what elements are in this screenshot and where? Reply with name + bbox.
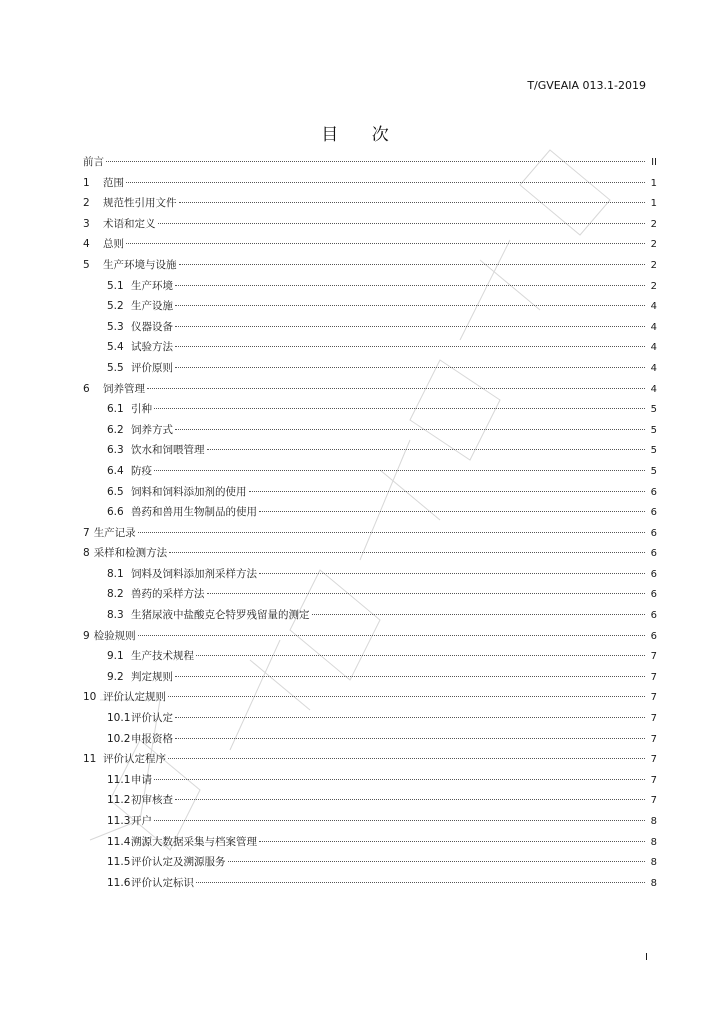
toc-entry-page: 5 (650, 404, 657, 416)
toc-entry-page: 7 (650, 692, 657, 704)
toc-entry-number: 8.1 (107, 567, 124, 580)
toc-entry-page: 8 (650, 816, 657, 827)
toc-title: 目 次 (321, 125, 403, 145)
toc-entry-page: 8 (650, 836, 657, 848)
dot-leader (154, 470, 645, 471)
toc-entry[interactable] (83, 626, 657, 647)
dot-leader (175, 799, 645, 800)
toc-entry[interactable] (83, 276, 657, 297)
toc-entry-page: 5 (650, 424, 657, 436)
toc-entry-title: 评价认定 (131, 712, 173, 725)
toc-entry-number: 11.6 (107, 876, 131, 889)
toc-entry-title: 溯源大数据采集与档案管理 (131, 835, 257, 848)
dot-leader (196, 655, 645, 656)
dot-leader (175, 429, 645, 430)
dot-leader (179, 264, 646, 265)
toc-entry[interactable] (83, 440, 657, 461)
dot-leader (207, 593, 646, 594)
toc-entry-page: 2 (650, 259, 657, 271)
toc-entry[interactable] (83, 832, 657, 853)
toc-entry-page: 8 (650, 857, 657, 869)
toc-entry[interactable] (83, 502, 657, 523)
toc-entry-title: 兽药和兽用生物制品的使用 (131, 506, 257, 519)
toc-entry-number: 5.4 (107, 341, 124, 354)
toc-entry-title: 前言 (83, 156, 104, 168)
toc-entry[interactable] (83, 379, 657, 400)
toc-entry-title: 术语和定义 (103, 217, 156, 230)
toc-entry[interactable] (83, 605, 657, 626)
dot-leader (147, 388, 645, 389)
toc-entry-title: 申报资格 (131, 732, 173, 745)
toc-entry-title: 初审核查 (131, 794, 173, 807)
toc-entry-page: 6 (650, 630, 657, 642)
toc-entry-title: 饲养方式 (131, 423, 173, 436)
toc-entry-number: 7 (83, 526, 90, 539)
toc-entry-page: 7 (650, 754, 657, 766)
toc-entry-title: 仪器设备 (131, 320, 173, 333)
toc-entry-title: 饲养管理 (103, 382, 145, 395)
toc-entry-title: 检验规则 (93, 629, 136, 642)
toc-entry[interactable] (83, 482, 657, 503)
toc-entry[interactable] (83, 193, 657, 214)
toc-entry-page: 7 (650, 713, 657, 725)
toc-entry-page: 6 (650, 548, 657, 560)
dot-leader (196, 882, 645, 883)
toc-entry-page: 7 (650, 651, 657, 663)
toc-entry-number: 11.3 (107, 815, 131, 827)
toc-entry[interactable] (83, 646, 657, 667)
dot-leader (126, 182, 645, 183)
dot-leader (175, 305, 645, 306)
dot-leader (179, 202, 646, 203)
toc-entry-page: 6 (650, 589, 657, 601)
toc-entry-page: 6 (650, 568, 657, 580)
toc-entry-page: II (651, 157, 657, 168)
toc-entry-title: 试验方法 (131, 341, 173, 354)
document-number: T/GVEAIA 013.1-2019 (527, 79, 646, 92)
toc-entry-page: 8 (650, 877, 657, 889)
toc-entry-title: 总则 (103, 238, 124, 251)
dot-leader (207, 449, 646, 450)
toc-entry-title: 饲料及饲料添加剂采样方法 (131, 567, 257, 580)
toc-entry-number: 11.5 (107, 856, 131, 869)
toc-entry-title: 生产记录 (93, 526, 136, 539)
toc-entry-number: 11 (83, 753, 97, 766)
dot-leader (175, 326, 645, 327)
toc-entry[interactable] (83, 852, 657, 873)
toc-entry-page: 4 (650, 301, 657, 313)
toc-entry[interactable] (83, 152, 657, 173)
toc-entry-title: 评价认定规则 (103, 691, 166, 704)
toc-entry-page: 1 (650, 198, 657, 210)
dot-leader (175, 285, 645, 286)
toc-entry[interactable] (83, 729, 657, 750)
dot-leader (158, 223, 646, 224)
toc-entry-number: 1 (83, 176, 90, 189)
toc-entry[interactable] (83, 461, 657, 482)
table-of-contents (83, 152, 657, 893)
toc-entry-number: 3 (83, 217, 90, 230)
toc-entry-number: 8.2 (107, 588, 124, 601)
dot-leader (154, 408, 645, 409)
toc-entry-number: 5.3 (107, 320, 124, 333)
toc-entry[interactable] (83, 811, 657, 832)
toc-entry[interactable] (83, 317, 657, 338)
toc-entry-number: 10.1 (107, 712, 131, 725)
toc-entry-number: 6.5 (107, 485, 124, 498)
dot-leader (175, 717, 645, 718)
dot-leader (228, 861, 646, 862)
toc-entry-title: 采样和检测方法 (93, 547, 168, 560)
toc-entry-page: 5 (650, 465, 657, 477)
toc-entry-title: 饲料和饲料添加剂的使用 (131, 485, 247, 498)
toc-entry-title: 生产环境 (131, 279, 173, 292)
toc-entry-title: 范围 (103, 176, 124, 189)
toc-entry-number: 9 (83, 629, 90, 642)
toc-entry[interactable] (83, 749, 657, 770)
toc-entry-number: 2 (83, 197, 90, 210)
toc-entry[interactable] (83, 296, 657, 317)
dot-leader (259, 841, 645, 842)
toc-entry-number: 6.1 (107, 403, 124, 416)
toc-entry-title: 兽药的采样方法 (131, 588, 205, 601)
toc-entry[interactable] (83, 420, 657, 441)
toc-entry-page: 6 (650, 610, 657, 622)
toc-entry-title: 生产技术规程 (131, 650, 194, 663)
toc-entry[interactable] (83, 358, 657, 379)
toc-entry[interactable] (83, 667, 657, 688)
toc-entry-title: 评价认定程序 (103, 753, 166, 766)
dot-leader (259, 573, 645, 574)
toc-entry[interactable] (83, 873, 657, 894)
toc-entry-title: 评价认定标识 (131, 876, 194, 889)
toc-entry-number: 6.3 (107, 444, 124, 457)
toc-entry-number: 9.1 (107, 650, 124, 663)
toc-entry-title: 饮水和饲喂管理 (131, 444, 205, 457)
dot-leader (126, 243, 645, 244)
toc-entry-number: 5.1 (107, 279, 124, 292)
dot-leader (175, 346, 645, 347)
toc-entry-page: 4 (650, 342, 657, 354)
toc-entry-number: 5.5 (107, 361, 124, 374)
toc-entry-title: 引种 (131, 403, 152, 416)
toc-entry[interactable] (83, 708, 657, 729)
toc-entry[interactable] (83, 399, 657, 420)
toc-entry[interactable] (83, 564, 657, 585)
toc-entry-page: 5 (650, 445, 657, 457)
toc-entry-number: 9.2 (107, 670, 124, 683)
dot-leader (168, 696, 645, 697)
toc-entry-page: 6 (650, 507, 657, 519)
toc-entry[interactable] (83, 173, 657, 194)
toc-entry-title: 规范性引用文件 (103, 197, 177, 210)
dot-leader (138, 635, 645, 636)
toc-entry-page: 4 (650, 321, 657, 333)
toc-entry[interactable] (83, 790, 657, 811)
toc-entry-title: 评价认定及溯源服务 (131, 856, 226, 869)
toc-entry-number: 5 (83, 258, 90, 271)
toc-entry[interactable] (83, 337, 657, 358)
dot-leader (138, 532, 645, 533)
toc-entry-page: 1 (650, 177, 657, 189)
toc-entry-number: 11.4 (107, 835, 131, 848)
dot-leader (259, 511, 645, 512)
dot-leader (154, 779, 645, 780)
toc-entry-number: 10 (83, 691, 97, 704)
toc-entry-number: 6 (83, 382, 90, 395)
toc-entry-title: 判定规则 (131, 670, 173, 683)
toc-entry[interactable] (83, 770, 657, 791)
toc-entry-page: 2 (650, 280, 657, 292)
toc-entry-page: 7 (650, 774, 657, 786)
toc-entry-page: 4 (650, 383, 657, 395)
page-number: I (645, 952, 648, 963)
toc-entry-number: 6.4 (107, 464, 124, 477)
toc-entry-title: 防疫 (131, 464, 152, 477)
toc-entry-page: 7 (650, 733, 657, 745)
dot-leader (168, 758, 645, 759)
toc-entry[interactable] (83, 523, 657, 544)
dot-leader (249, 491, 646, 492)
toc-entry-title: 生产环境与设施 (103, 258, 177, 271)
toc-entry-title: 评价原则 (131, 361, 173, 374)
toc-entry-number: 6.6 (107, 506, 124, 519)
toc-entry-number: 11.1 (107, 773, 131, 786)
toc-entry-title: 开户 (131, 815, 152, 827)
toc-entry[interactable] (83, 255, 657, 276)
toc-entry-title: 生猪尿液中盐酸克仑特罗残留量的测定 (131, 609, 310, 622)
toc-entry-page: 6 (650, 486, 657, 498)
toc-entry-page: 4 (650, 362, 657, 374)
toc-entry-number: 8 (83, 547, 90, 560)
toc-entry-page: 7 (650, 795, 657, 807)
toc-entry[interactable] (83, 687, 657, 708)
toc-entry-title: 申请 (131, 773, 152, 786)
dot-leader (154, 820, 645, 821)
dot-leader (175, 367, 645, 368)
toc-entry-page: 2 (650, 239, 657, 251)
toc-entry-number: 4 (83, 238, 90, 251)
toc-entry-page: 6 (650, 527, 657, 539)
toc-entry[interactable] (83, 234, 657, 255)
dot-leader (175, 676, 645, 677)
toc-entry-number: 5.2 (107, 300, 124, 313)
dot-leader (106, 161, 645, 162)
toc-entry-number: 11.2 (107, 794, 131, 807)
toc-entry-number: 10.2 (107, 732, 131, 745)
toc-entry[interactable] (83, 584, 657, 605)
toc-entry-page: 2 (650, 218, 657, 230)
toc-entry-number: 8.3 (107, 609, 124, 622)
toc-entry-number: 6.2 (107, 423, 124, 436)
toc-entry[interactable] (83, 543, 657, 564)
toc-entry-title: 生产设施 (131, 300, 173, 313)
dot-leader (312, 614, 646, 615)
dot-leader (169, 552, 645, 553)
dot-leader (175, 738, 645, 739)
toc-entry-page: 7 (650, 671, 657, 683)
toc-entry[interactable] (83, 214, 657, 235)
